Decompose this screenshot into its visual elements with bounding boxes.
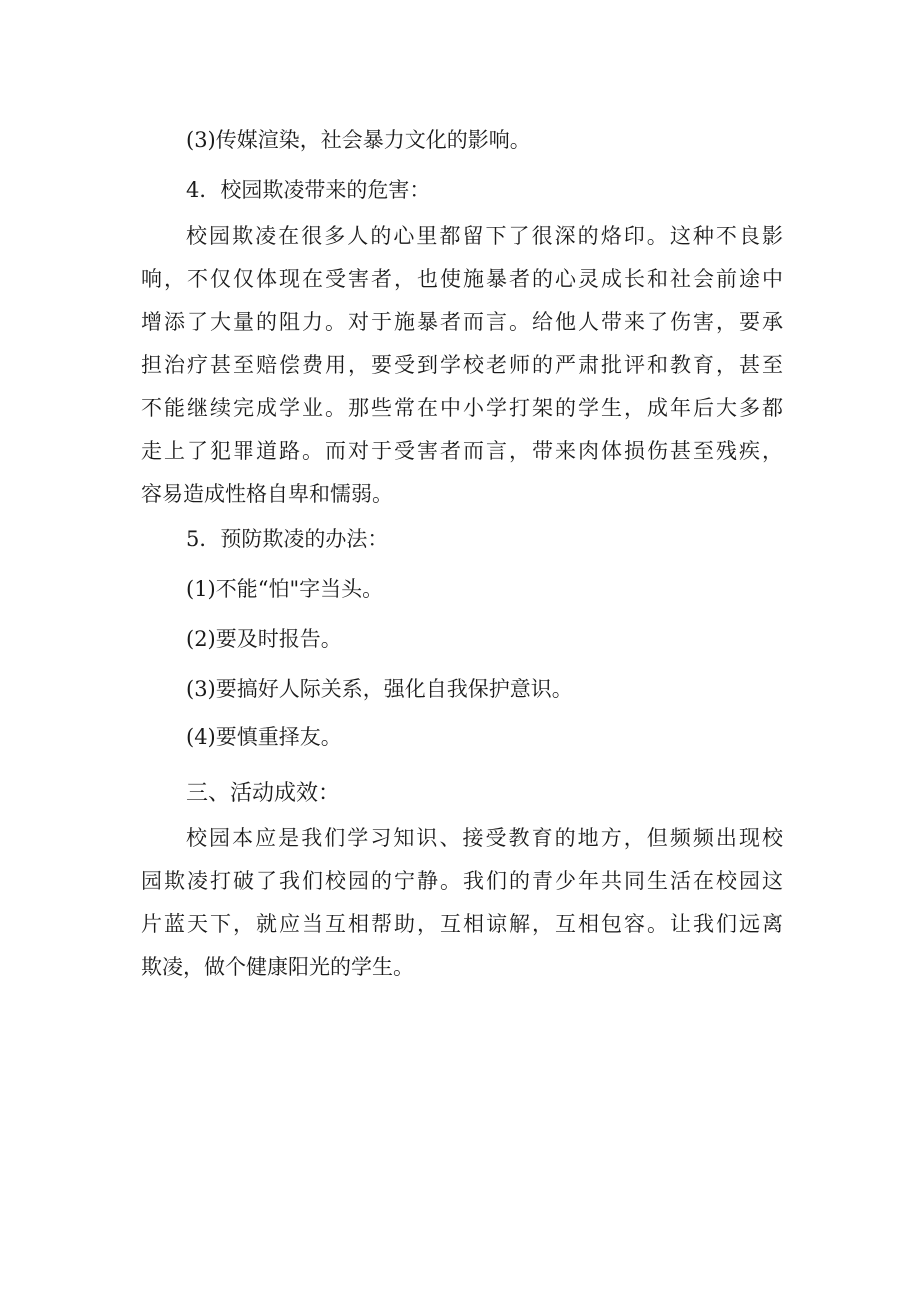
- harm-paragraph-line: 不能继续完成学业。那些常在中小学打架的学生，成年后大多都: [141, 396, 783, 420]
- harm-paragraph-line: 增添了大量的阻力。对于施暴者而言。给他人带来了伤害，要承: [141, 310, 783, 334]
- harm-paragraph-line: 响，不仅仅体现在受害者，也使施暴者的心灵成长和社会前途中: [141, 267, 783, 291]
- results-paragraph-line: 片蓝天下，就应当互相帮助，互相谅解，互相包容。让我们远离: [141, 912, 783, 936]
- results-paragraph-line: 园欺凌打破了我们校园的宁静。我们的青少年共同生活在校园这: [141, 869, 783, 893]
- results-paragraph-line: 校园本应是我们学习知识、接受教育的地方，但频频出现校: [186, 826, 783, 850]
- harm-paragraph-line: 校园欺凌在很多人的心里都留下了很深的烙印。这种不良影: [186, 224, 783, 248]
- section-5-heading: 5．预防欺凌的办法：: [186, 527, 389, 551]
- prevention-item: (1)不能“怕"字当头。: [186, 577, 384, 601]
- prevention-item: (2)要及时报告。: [186, 627, 342, 651]
- harm-paragraph-line: 容易造成性格自卑和懦弱。: [141, 482, 393, 506]
- prevention-item: (4)要慎重择友。: [186, 725, 342, 749]
- harm-paragraph-line: 走上了犯罪道路。而对于受害者而言，带来肉体损伤甚至残疾，: [141, 439, 783, 463]
- section-3-heading: 三、活动成效：: [186, 781, 341, 806]
- results-paragraph-line: 欺凌，做个健康阳光的学生。: [141, 955, 414, 979]
- section-4-heading: 4．校园欺凌带来的危害：: [186, 178, 431, 202]
- harm-paragraph-line: 担治疗甚至赔偿费用，要受到学校老师的严肃批评和教育，甚至: [141, 353, 783, 377]
- cause-item-3: (3)传媒渲染，社会暴力文化的影响。: [186, 128, 531, 152]
- prevention-item: (3)要搞好人际关系，强化自我保护意识。: [186, 677, 573, 701]
